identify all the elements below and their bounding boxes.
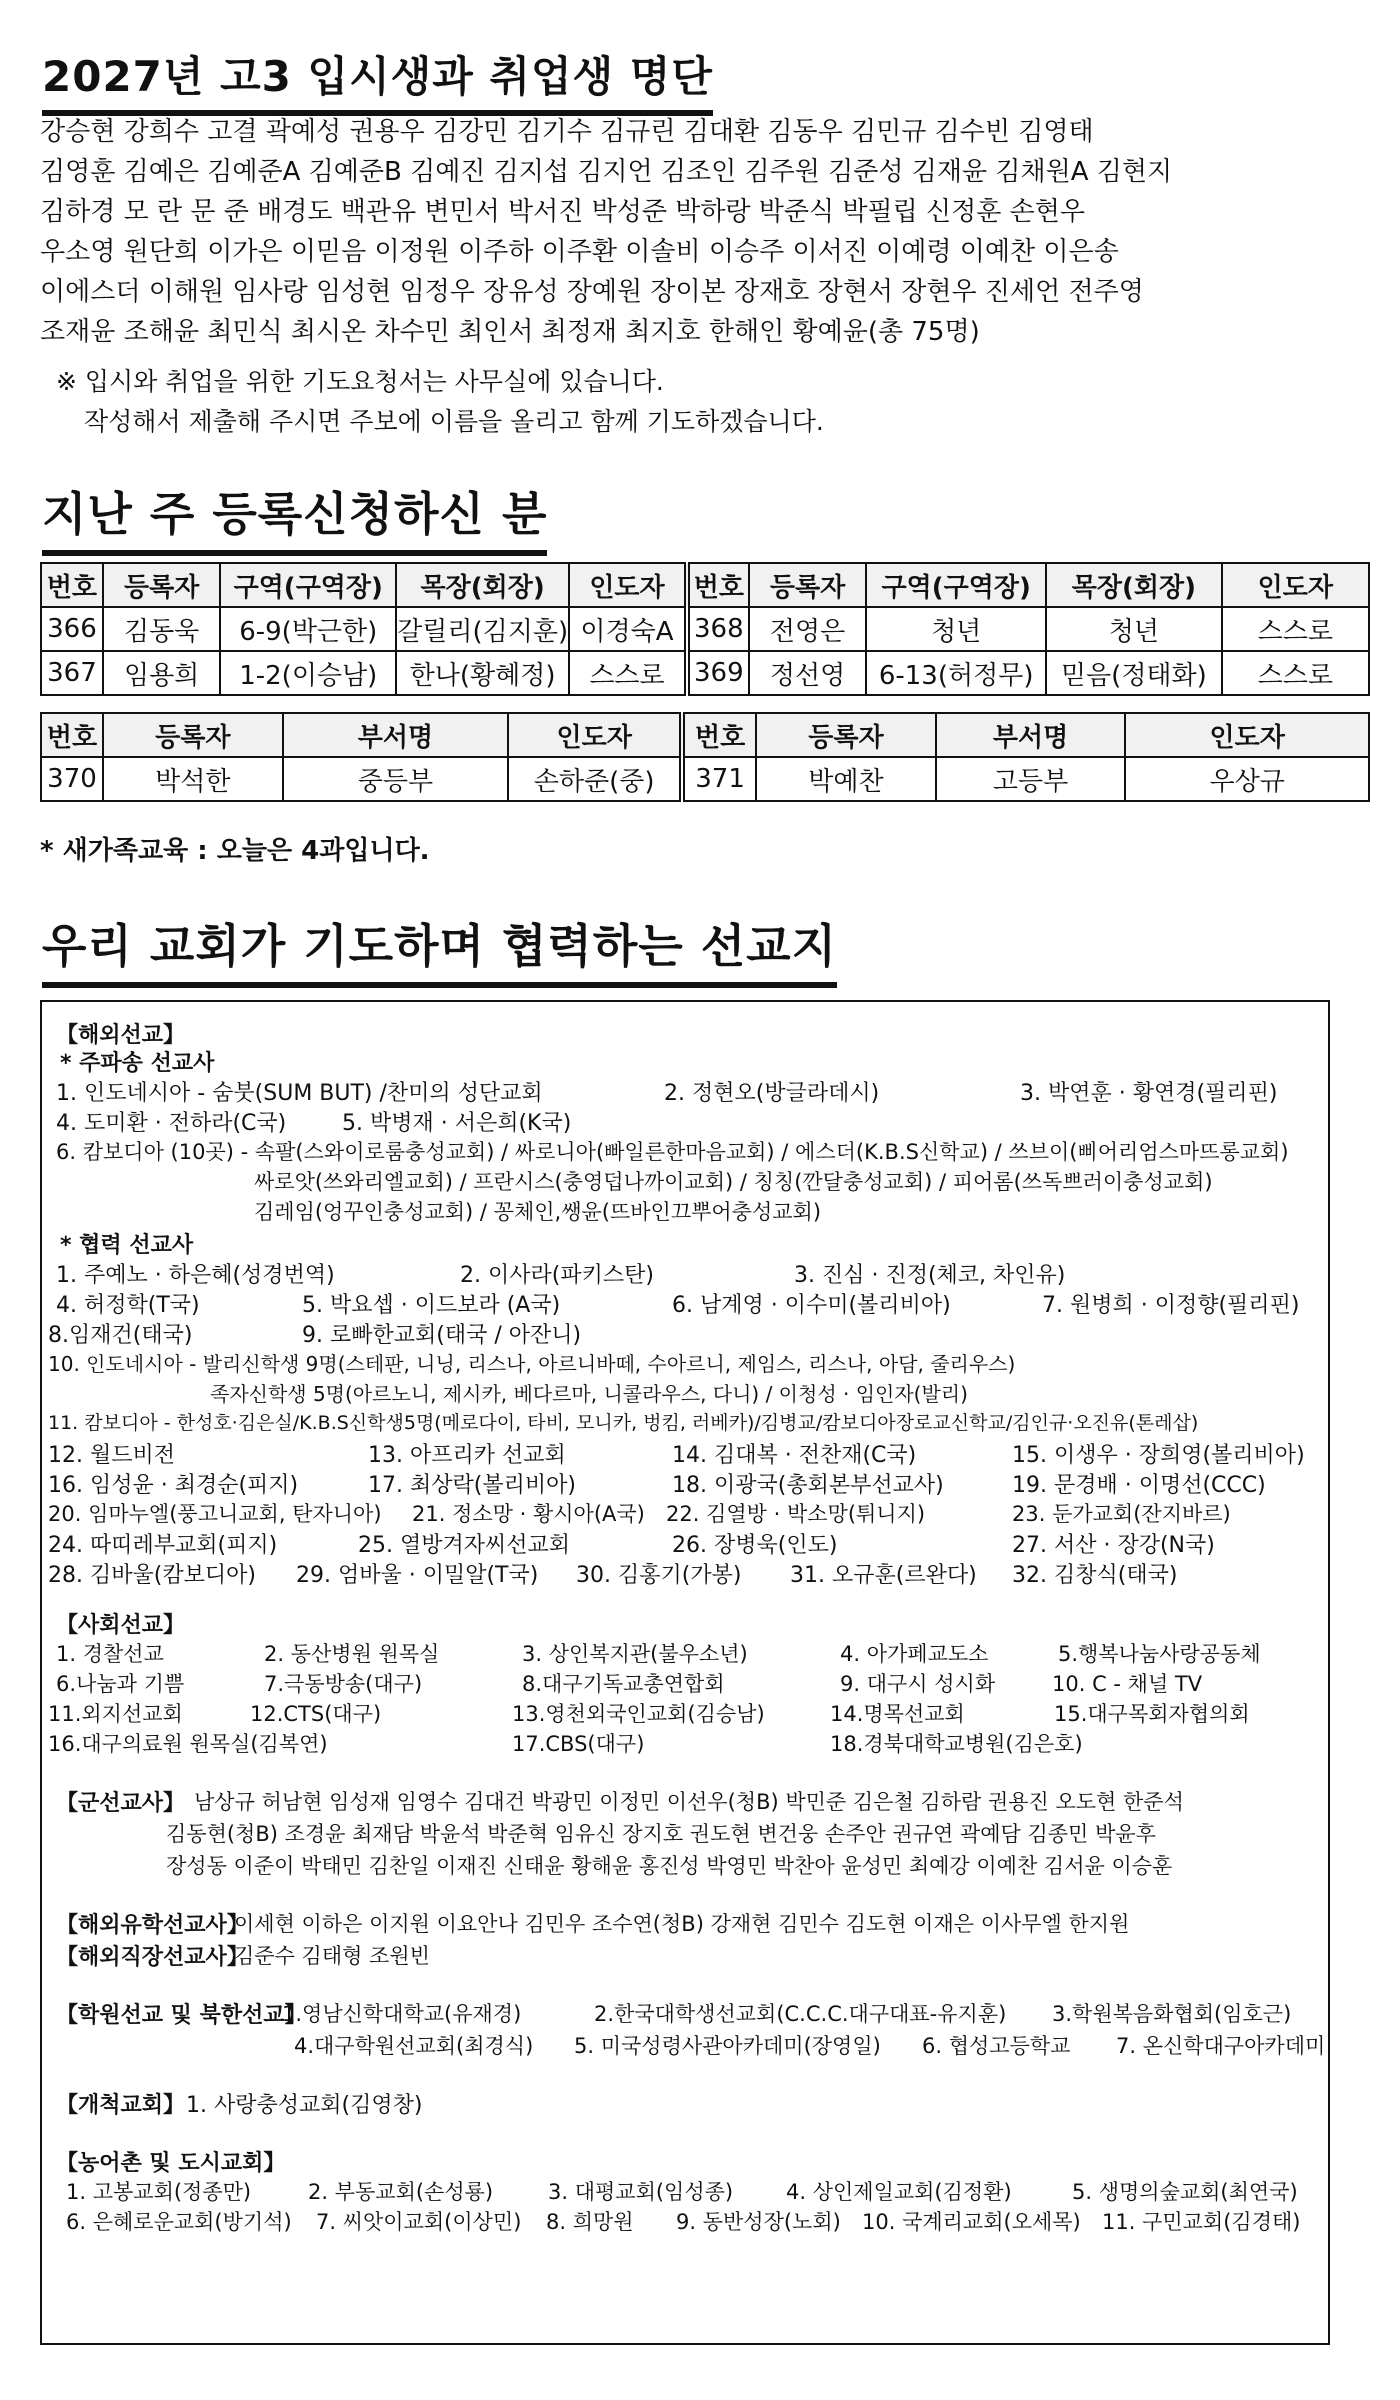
list-item: 11. 캄보디아 - 한성호·김은실/K.B.S신학생5명(메로다이, 타비, 모니카, 벙킴, 러베카)/김병교/캄보디아장로교신학교/김인규·오진유(톤레삽) xyxy=(48,1412,1199,1434)
mission-row xyxy=(42,1498,1328,1526)
list-item: 1. 경찰선교 xyxy=(56,1642,164,1666)
mission-row xyxy=(42,2030,1328,2058)
list-item: 15.대구목회자협의회 xyxy=(1054,1702,1250,1726)
list-item: 11. 구민교회(김경태) xyxy=(1102,2210,1301,2234)
registration-table-1 xyxy=(40,562,1370,696)
table-header-row xyxy=(41,713,1369,757)
list-item: 13. 아프리카 선교회 xyxy=(368,1443,566,1468)
mission-row xyxy=(42,1698,1328,1726)
header-cell: 등록자 xyxy=(756,713,936,757)
table-cell: 임용희 xyxy=(103,651,221,695)
table-row xyxy=(41,607,1369,651)
table-cell: 368 xyxy=(687,607,749,651)
header-cell: 번호 xyxy=(687,563,749,607)
note-line-2: 작성해서 제출해 주시면 주보에 이름을 올리고 함께 기도하겠습니다. xyxy=(84,407,824,436)
social-mission-header: 【사회선교】 xyxy=(56,1613,186,1638)
mission-list-box xyxy=(40,1000,1330,2345)
list-item: 10. C - 채널 TV xyxy=(1052,1672,1203,1696)
name-line: 이에스더 이해원 임사랑 임성현 임정우 장유성 장예원 장이본 장재호 장현서 장현우 진세언 전주영 xyxy=(40,277,1144,307)
header-cell: 인도자 xyxy=(1222,563,1369,607)
list-item: 4.대구학원선교회(최경식) xyxy=(294,2034,534,2058)
table-cell: 6-9(박근한) xyxy=(220,607,396,651)
table-cell: 믿음(정태화) xyxy=(1046,651,1222,695)
mission-row xyxy=(42,1728,1328,1756)
table-cell: 고등부 xyxy=(936,757,1126,801)
list-item: 남상규 허남현 임성재 임영수 김대건 박광민 이정민 이선우(청B) 박민준 김은철 김하람 권용진 오도현 한준석 xyxy=(194,1790,1184,1814)
list-item: 6.나눔과 기쁨 xyxy=(56,1672,185,1696)
list-item: 6. 남계영 · 이수미(볼리비아) xyxy=(672,1293,951,1318)
table-cell: 한나(황혜정) xyxy=(396,651,569,695)
table-cell: 스스로 xyxy=(1222,651,1369,695)
list-item: 12. 월드비전 xyxy=(48,1443,175,1468)
list-item: 1. 고봉교회(정종만) xyxy=(66,2180,252,2204)
mission-row xyxy=(42,1998,1328,2026)
table-cell: 정선영 xyxy=(749,651,867,695)
list-item: 5. 박병재 · 서은희(K국) xyxy=(342,1111,572,1136)
list-item: 2. 이사라(파키스탄) xyxy=(460,1263,654,1288)
header-cell: 번호 xyxy=(41,563,103,607)
list-item: 16. 임성윤 · 최경순(피지) xyxy=(48,1473,299,1498)
list-item: 2. 정현오(방글라데시) xyxy=(664,1081,880,1106)
mission-row xyxy=(42,2206,1328,2234)
overseas-student-header: 【해외유학선교사】 xyxy=(56,1913,249,1938)
list-item: 14. 김대복 · 전찬재(C국) xyxy=(672,1443,917,1468)
new-family-education-note: * 새가족교육 : 오늘은 4과입니다. xyxy=(40,836,430,866)
mission-row xyxy=(42,1558,1328,1586)
table-row xyxy=(41,757,1369,801)
mission-row xyxy=(42,1288,1328,1316)
list-item: 3. 대평교회(임성종) xyxy=(548,2180,734,2204)
name-line: 김영훈 김예은 김예준A 김예준B 김예진 김지섭 김지언 김조인 김주원 김준성 김재윤 김채원A 김현지 xyxy=(40,157,1173,187)
list-item: 22. 김열방 · 박소망(튀니지) xyxy=(666,1502,926,1526)
table-row xyxy=(41,651,1369,695)
header-cell: 번호 xyxy=(41,713,103,757)
list-item: 10. 국계리교회(오세목) xyxy=(862,2210,1081,2234)
name-line: 강승현 강희수 고결 곽예성 권용우 김강민 김기수 김규린 김대환 김동우 김민규 김수빈 김영태 xyxy=(40,117,1094,147)
list-item: 1. 사랑충성교회(김영창) xyxy=(186,2093,423,2118)
student-name-list xyxy=(40,112,1370,352)
list-item: 족자신학생 5명(아르노니, 제시카, 베다르마, 니콜라우스, 다니) / 이청성 · 임인자(발리) xyxy=(210,1382,968,1406)
campus-mission-header: 【학원선교 및 북한선교】 xyxy=(56,2003,307,2028)
list-item: 3. 박연훈 · 황연경(필리핀) xyxy=(1020,1081,1278,1106)
mission-partners-title: 우리 교회가 기도하며 협력하는 선교지 xyxy=(42,910,837,988)
list-item: 7. 온신학대구아카데미 xyxy=(1116,2034,1326,2058)
header-cell: 목장(회장) xyxy=(1046,563,1222,607)
list-item: 5. 박요셉 · 이드보라 (A국) xyxy=(302,1293,561,1318)
table-cell: 371 xyxy=(682,757,756,801)
list-item: 3. 진심 · 진정(체코, 차인유) xyxy=(794,1263,1066,1288)
table-cell: 박예찬 xyxy=(756,757,936,801)
table-header-row xyxy=(41,563,1369,607)
list-item: 4. 상인제일교회(김정환) xyxy=(786,2180,1012,2204)
header-cell: 인도자 xyxy=(1125,713,1369,757)
mission-row xyxy=(42,1318,1328,1346)
table-cell: 이경숙A xyxy=(569,607,687,651)
list-item: 9. 동반성장(노회) xyxy=(676,2210,841,2234)
table-cell: 박석한 xyxy=(103,757,283,801)
mission-row xyxy=(42,1668,1328,1696)
registration-table-2 xyxy=(40,712,1370,802)
list-item: 2.한국대학생선교회(C.C.C.대구대표-유지훈) xyxy=(594,2002,1007,2026)
table-cell: 370 xyxy=(41,757,103,801)
list-item: 8.임재건(태국) xyxy=(48,1323,193,1348)
table-cell: 367 xyxy=(41,651,103,695)
header-cell: 목장(회장) xyxy=(396,563,569,607)
church-planting-header: 【개척교회】 xyxy=(56,2093,186,2118)
list-item: 1.영남신학대학교(유재경) xyxy=(282,2002,522,2026)
header-cell: 구역(구역장) xyxy=(220,563,396,607)
list-item: 6. 캄보디아 (10곳) - 속팔(스와이로룸충성교회) / 싸로니아(빠일른한마음교회) / 에스더(K.B.S신학교) / 쓰브이(삐어리엄스마뜨롱교회) xyxy=(56,1140,1289,1164)
list-item: 17.CBS(대구) xyxy=(512,1732,645,1756)
header-cell: 인도자 xyxy=(569,563,687,607)
list-item: 장성동 이준이 박태민 김찬일 이재진 신태윤 황해윤 홍진성 박영민 박찬아 윤성민 최예강 이예찬 김서윤 이승훈 xyxy=(166,1854,1173,1878)
header-cell: 번호 xyxy=(682,713,756,757)
list-item: 19. 문경배 · 이명선(CCC) xyxy=(1012,1473,1266,1498)
list-item: 7.극동방송(대구) xyxy=(264,1672,423,1696)
mission-row xyxy=(42,1106,1328,1134)
list-item: 4. 허정학(T국) xyxy=(56,1293,200,1318)
list-item: 8. 희망원 xyxy=(546,2210,634,2234)
name-line: 조재윤 조해윤 최민식 최시온 차수민 최인서 최정재 최지호 한해인 황예윤(총 75명) xyxy=(40,317,980,347)
list-item: 4. 도미환 · 전하라(C국) xyxy=(56,1111,287,1136)
header-cell: 부서명 xyxy=(936,713,1126,757)
list-item: 26. 장병욱(인도) xyxy=(672,1533,838,1558)
mission-row xyxy=(42,1438,1328,1466)
senior-students-title: 2027년 고3 입시생과 취업생 명단 xyxy=(42,44,713,116)
list-item: 김레임(엉꾸인충성교회) / 꽁체인,쌩윤(뜨바인끄뿌어충성교회) xyxy=(254,1200,822,1224)
list-item: 1. 인도네시아 - 숨붓(SUM BUT) /찬미의 성단교회 xyxy=(56,1081,543,1106)
list-item: 17. 최상락(볼리비아) xyxy=(368,1473,576,1498)
list-item: 1. 주예노 · 하은혜(성경번역) xyxy=(56,1263,335,1288)
list-item: 7. 원병희 · 이정향(필리핀) xyxy=(1042,1293,1300,1318)
table-cell: 김동욱 xyxy=(103,607,221,651)
list-item: 12.CTS(대구) xyxy=(250,1702,382,1726)
table-cell: 366 xyxy=(41,607,103,651)
table-cell: 6-13(허정무) xyxy=(866,651,1046,695)
overseas-worker-header: 【해외직장선교사】 xyxy=(56,1945,249,1970)
table-cell: 중등부 xyxy=(283,757,509,801)
list-item: 29. 엄바울 · 이밀알(T국) xyxy=(296,1563,539,1588)
table-cell: 청년 xyxy=(1046,607,1222,651)
header-cell: 등록자 xyxy=(103,713,283,757)
header-cell: 인도자 xyxy=(508,713,682,757)
list-item: 30. 김홍기(가봉) xyxy=(576,1563,742,1588)
table-cell: 청년 xyxy=(866,607,1046,651)
list-item: 28. 김바울(캄보디아) xyxy=(48,1563,256,1588)
mission-row xyxy=(42,1638,1328,1666)
list-item: 7. 씨앗이교회(이상민) xyxy=(316,2210,522,2234)
list-item: 11.외지선교회 xyxy=(48,1702,183,1726)
table-cell: 369 xyxy=(687,651,749,695)
table-cell: 갈릴리(김지훈) xyxy=(396,607,569,651)
list-item: 이세현 이하은 이지원 이요안나 김민우 조수연(청B) 강재현 김민수 김도현 이재은 이사무엘 한지원 xyxy=(234,1912,1130,1936)
list-item: 13.영천외국인교회(김승남) xyxy=(512,1702,765,1726)
list-item: 27. 서산 · 장강(N국) xyxy=(1012,1533,1215,1558)
list-item: 10. 인도네시아 - 발리신학생 9명(스테판, 니닝, 리스나, 아르니바떼, 수아르니, 제임스, 리스나, 아담, 줄리우스) xyxy=(48,1352,1016,1376)
table-cell: 스스로 xyxy=(1222,607,1369,651)
list-item: 2. 부동교회(손성룡) xyxy=(308,2180,494,2204)
table-cell: 우상규 xyxy=(1125,757,1369,801)
name-line: 김하경 모 란 문 준 배경도 백관유 변민서 박서진 박성준 박하랑 박준식 박필립 신정훈 손현우 xyxy=(40,197,1085,227)
table-cell: 1-2(이승남) xyxy=(220,651,396,695)
list-item: 6. 은혜로운교회(방기석) xyxy=(66,2210,292,2234)
mission-row xyxy=(42,1076,1328,1104)
mission-row xyxy=(42,1258,1328,1286)
list-item: 9. 대구시 성시화 xyxy=(840,1672,996,1696)
list-item: 15. 이생우 · 장희영(볼리비아) xyxy=(1012,1443,1305,1468)
overseas-mission-header: 【해외선교】 xyxy=(56,1023,186,1048)
table-cell: 스스로 xyxy=(569,651,687,695)
list-item: 싸로앗(쓰와리엘교회) / 프란시스(충영덥나까이교회) / 칭칭(깐달충성교회) / 피어롬(쓰독쁘러이충성교회) xyxy=(254,1170,1213,1194)
list-item: 5. 생명의숲교회(최연국) xyxy=(1072,2180,1298,2204)
new-registrants-title: 지난 주 등록신청하신 분 xyxy=(42,478,547,556)
list-item: 2. 동산병원 원목실 xyxy=(264,1642,440,1666)
table-cell: 전영은 xyxy=(749,607,867,651)
header-cell: 부서명 xyxy=(283,713,509,757)
list-item: 5. 미국성령사관아카데미(장영일) xyxy=(574,2034,881,2058)
mission-row xyxy=(42,1528,1328,1556)
header-cell: 구역(구역장) xyxy=(866,563,1046,607)
list-item: 5.행복나눔사랑공동체 xyxy=(1058,1642,1261,1666)
prayer-request-note xyxy=(56,362,824,442)
list-item: 3. 상인복지관(불우소년) xyxy=(522,1642,748,1666)
note-line-1: ※ 입시와 취업을 위한 기도요청서는 사무실에 있습니다. xyxy=(56,367,664,396)
list-item: 김준수 김태형 조원빈 xyxy=(234,1944,430,1968)
rural-church-header: 【농어촌 및 도시교회】 xyxy=(56,2151,286,2176)
list-item: 9. 로빠한교회(태국 / 아잔니) xyxy=(302,1323,582,1348)
list-item: 18.경북대학교병원(김은호) xyxy=(830,1732,1083,1756)
mission-row xyxy=(42,1468,1328,1496)
mission-row xyxy=(42,2176,1328,2204)
list-item: 14.명목선교회 xyxy=(830,1702,965,1726)
list-item: 18. 이광국(총회본부선교사) xyxy=(672,1473,944,1498)
list-item: 23. 둔가교회(잔지바르) xyxy=(1012,1502,1231,1526)
list-item: 3.학원복음화협회(임호근) xyxy=(1052,2002,1292,2026)
header-cell: 등록자 xyxy=(749,563,867,607)
name-line: 우소영 원단희 이가은 이믿음 이정원 이주하 이주환 이솔비 이승주 이서진 이예령 이예찬 이은송 xyxy=(40,237,1119,267)
list-item: 31. 오규훈(르완다) xyxy=(790,1563,977,1588)
military-missionary-header: 【군선교사】 xyxy=(56,1791,186,1816)
list-item: 6. 협성고등학교 xyxy=(922,2034,1071,2058)
list-item: 25. 열방겨자씨선교회 xyxy=(358,1533,570,1558)
header-cell: 등록자 xyxy=(103,563,221,607)
dispatch-missionary-header: * 주파송 선교사 xyxy=(60,1051,215,1076)
list-item: 김동현(청B) 조경윤 최재담 박윤석 박준혁 임유신 장지호 권도현 변건웅 손주안 권규연 곽예담 김종민 박윤후 xyxy=(166,1822,1156,1846)
table-cell: 손하준(중) xyxy=(508,757,682,801)
list-item: 8.대구기독교총연합회 xyxy=(522,1672,725,1696)
list-item: 4. 아가페교도소 xyxy=(840,1642,989,1666)
list-item: 24. 따띠레부교회(피지) xyxy=(48,1533,278,1558)
list-item: 20. 임마누엘(풍고니교회, 탄자니아) xyxy=(48,1502,382,1526)
cooperating-missionary-header: * 협력 선교사 xyxy=(60,1233,194,1258)
list-item: 32. 김창식(태국) xyxy=(1012,1563,1178,1588)
list-item: 21. 정소망 · 황시아(A국) xyxy=(412,1502,645,1526)
list-item: 16.대구의료원 원목실(김복연) xyxy=(48,1732,328,1756)
